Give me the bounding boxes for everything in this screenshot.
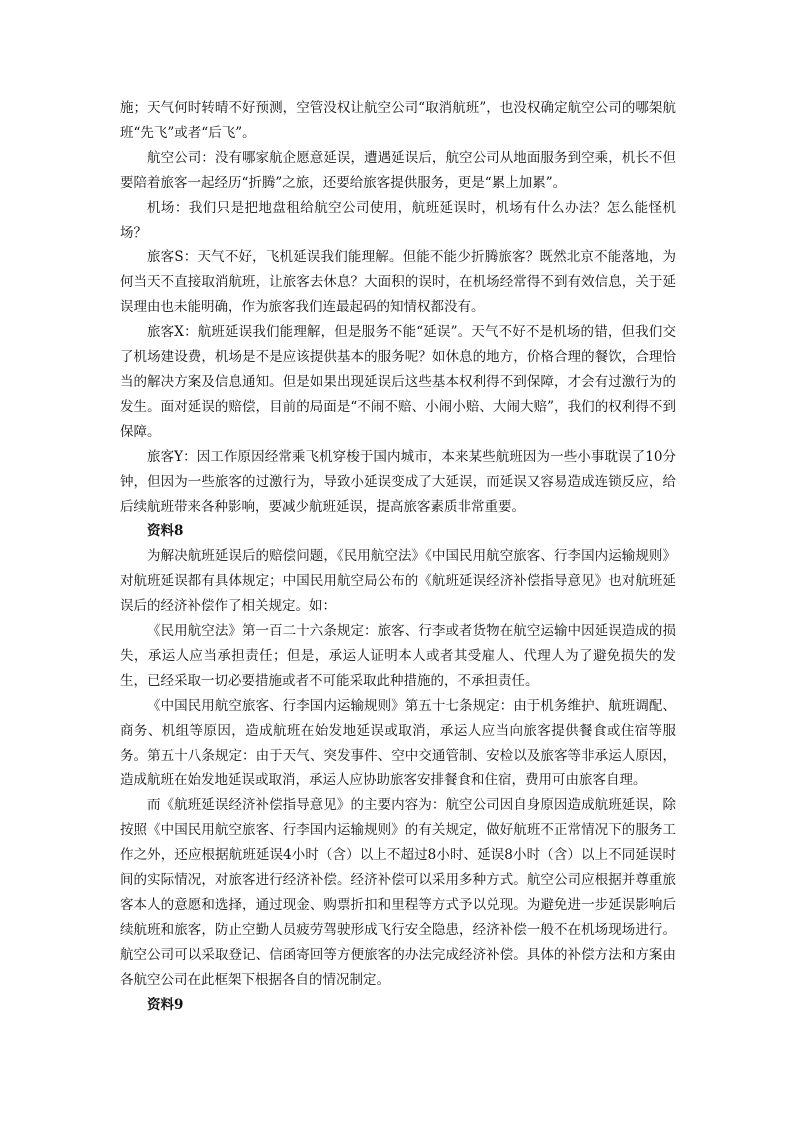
paragraph-transport-rules: 《中国民用航空旅客、行李国内运输规则》第五十七条规定：由于机务维护、航班调配、商务、机组等原因，造成航班在始发地延误或取消，承运人应当向旅客提供餐食或住宿等服务。第五十八条规定：由于天气、突发事件、空中交通管制、安检以及旅客等非承运人原因，造成航班在始发地延误或取消，承运人应协助旅客安排餐食和住宿，费用可由旅客自理。 bbox=[120, 697, 676, 789]
paragraph-passenger-y: 旅客Y：因工作原因经常乘飞机穿梭于国内城市，本来某些航班因为一些小事耽误了10分钟，但因为一些旅客的过激行为，导致小延误变成了大延误，而延误又容易造成连锁反应，给后续航班带来各种影响，要减少航班延误，提高旅客素质非常重要。 bbox=[120, 448, 676, 515]
paragraph-compensation-guidance: 而《航班延误经济补偿指导意见》的主要内容为：航空公司因自身原因造成航班延误，除按照《中国民用航空旅客、行李国内运输规则》的有关规定，做好航班不正常情况下的服务工作之外，还应根据航班延误4小时（含）以上不超过8小时、延误8小时（含）以上不同延误时间的实际情况，对旅客进行经济补偿。经济补偿可以采用多种方式。航空公司应根据并尊重旅客本人的意愿和选择，通过现金、购票折扣和里程等方式予以兑现。为避免进一步延误影响后续航班和旅客，防止空勤人员疲劳驾驶形成飞行安全隐患，经济补偿一般不在机场现场进行。航空公司可以采取登记、信函寄回等方便旅客的办法完成经济补偿。具体的补偿方法和方案由各航空公司在此框架下根据各自的情况制定。 bbox=[120, 797, 676, 988]
paragraph-civil-aviation-law: 《民用航空法》第一百二十六条规定：旅客、行李或者货物在航空运输中因延误造成的损失，承运人应当承担责任；但是，承运人证明本人或者其受雇人、代理人为了避免损失的发生，已经采取一切必要措施或者不可能采取此种措施的，不承担责任。 bbox=[120, 623, 676, 689]
paragraph-airline: 航空公司：没有哪家航企愿意延误，遭遇延误后，航空公司从地面服务到空乘，机长不但要陪着旅客一起经历“折腾”之旅，还要给旅客提供服务，更是“累上加累”。 bbox=[120, 149, 676, 191]
section-heading-material-8: 资料8 bbox=[147, 523, 184, 540]
paragraph-continued: 施；天气何时转晴不好预测，空管没权让航空公司“取消航班”，也没权确定航空公司的哪架航班“先飞”或者“后飞”。 bbox=[120, 100, 676, 141]
section-heading-material-9: 资料9 bbox=[147, 996, 184, 1013]
document-page bbox=[120, 96, 676, 1018]
paragraph-regulations-intro: 为解决航班延误后的赔偿问题，《民用航空法》《中国民用航空旅客、行李国内运输规则》对航班延误都有具体规定；中国民用航空局公布的《航班延误经济补偿指导意见》也对航班延误后的经济补偿作了相关规定。如： bbox=[120, 548, 676, 615]
paragraph-airport: 机场：我们只是把地盘租给航空公司使用，航班延误时，机场有什么办法？怎么能怪机场？ bbox=[120, 199, 676, 241]
paragraph-passenger-s: 旅客S：天气不好，飞机延误我们能理解。但能不能少折腾旅客？既然北京不能落地，为何当天不直接取消航班，让旅客去休息？大面积的误时，在机场经常得不到有效信息，关于延误理由也未能明确，作为旅客我们连最起码的知情权都没有。 bbox=[120, 249, 676, 316]
paragraph-passenger-x: 旅客X：航班延误我们能理解，但是服务不能“延误”。天气不好不是机场的错，但我们交了机场建设费，机场是不是应该提供基本的服务呢？如休息的地方，价格合理的餐饮，合理恰当的解决方案及信息通知。但是如果出现延误后这些基本权利得不到保障，才会有过激行为的发生。面对延误的赔偿，目前的局面是“不闹不赔、小闹小赔、大闹大赔”，我们的权利得不到保障。 bbox=[120, 324, 676, 440]
